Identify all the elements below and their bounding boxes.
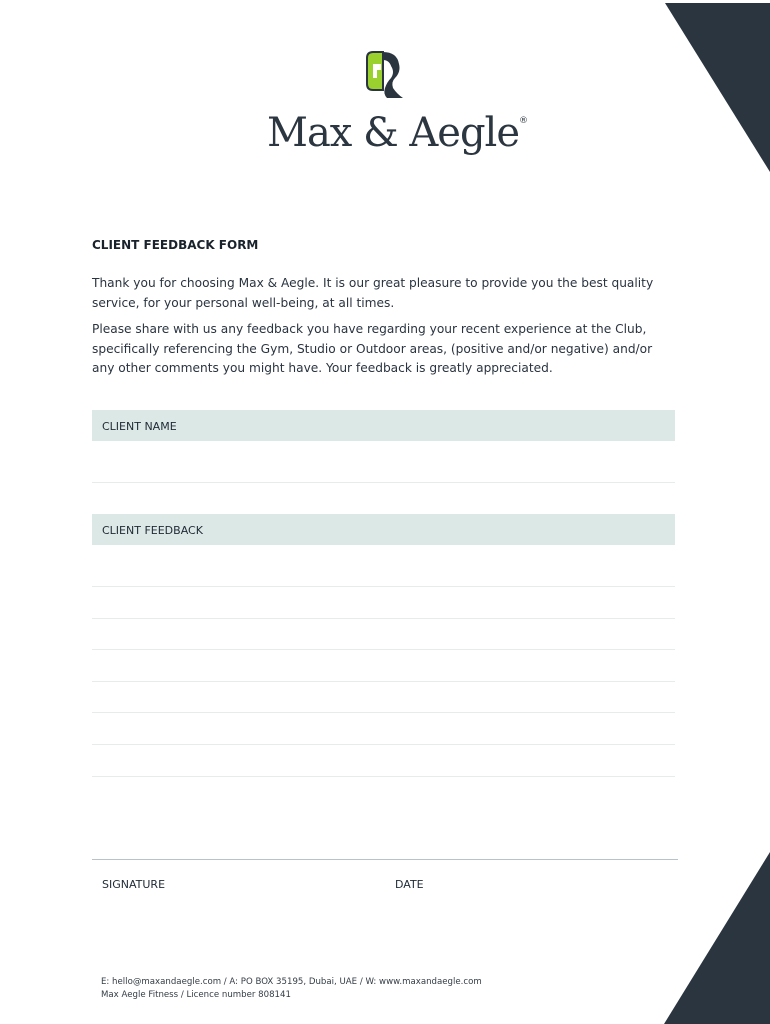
feedback-line[interactable]	[92, 712, 675, 713]
client-name-line[interactable]	[92, 482, 675, 483]
footer-contact-line: E: hello@maxandaegle.com / A: PO BOX 35195, Dubai, UAE / W: www.maxandaegle.com	[101, 977, 482, 987]
feedback-line[interactable]	[92, 776, 675, 777]
corner-triangle-bottom-right	[662, 852, 770, 1024]
signature-divider	[92, 859, 678, 860]
feedback-line[interactable]	[92, 744, 675, 745]
feedback-line[interactable]	[92, 681, 675, 682]
client-feedback-label: CLIENT FEEDBACK	[92, 514, 675, 545]
signature-label: SIGNATURE	[102, 878, 166, 891]
feedback-line[interactable]	[92, 586, 675, 587]
brand-wordmark: Max & Aegle®	[266, 110, 528, 156]
helmet-logo-icon	[361, 50, 409, 102]
intro-paragraph-1: Thank you for choosing Max & Aegle. It is our great pleasure to provide you the best quality service, for your personal well-being, at all times.	[92, 276, 654, 310]
date-label: DATE	[395, 878, 424, 891]
client-name-label: CLIENT NAME	[92, 410, 675, 441]
feedback-line[interactable]	[92, 649, 675, 650]
feedback-line[interactable]	[92, 618, 675, 619]
footer-licence-line: Max Aegle Fitness / Licence number 808141	[101, 989, 291, 1000]
form-title: CLIENT FEEDBACK FORM	[92, 238, 259, 252]
footer	[101, 976, 482, 1001]
intro-paragraph-2: Please share with us any feedback you have regarding your recent experience at the Club, specifically referencing the Gym, Studio or Outdoor areas, (positive and/or negative) and/or any other comments you might have. Your feedback is greatly appreciated.	[92, 322, 653, 375]
brand-logo	[0, 50, 770, 156]
